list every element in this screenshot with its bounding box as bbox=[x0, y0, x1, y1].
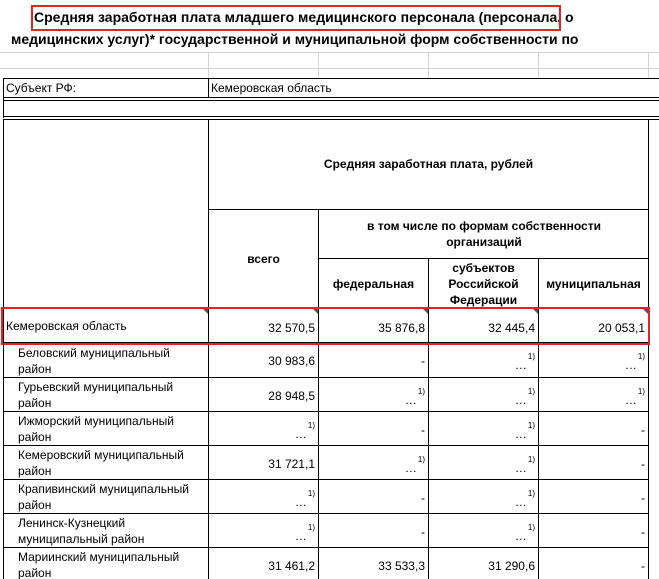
table-cell-subjects[interactable]: …$^{1)}$ bbox=[514, 421, 535, 441]
table-row-name: Кемеровская область bbox=[6, 319, 127, 333]
header-total: всего bbox=[247, 252, 280, 266]
header-ownership: в том числе по формам собственности организаций bbox=[367, 219, 601, 249]
table-cell-municipal[interactable]: …$^{1)}$ bbox=[624, 352, 645, 372]
table-cell-subjects[interactable]: …$^{1)}$ bbox=[514, 523, 535, 543]
table-cell-municipal[interactable]: - bbox=[641, 423, 645, 437]
table-cell-municipal[interactable]: - bbox=[641, 491, 645, 505]
table-cell-municipal[interactable]: 20 053,1 bbox=[598, 321, 645, 335]
report-title-line2: медицинских услуг)* государственной и муниципальной форм собственности по bbox=[11, 31, 579, 47]
header-federal: федеральная bbox=[332, 276, 415, 291]
table-cell-subjects[interactable]: 32 445,4 bbox=[488, 321, 535, 335]
table-row-name: Гурьевский муниципальный район bbox=[18, 380, 174, 410]
table-cell-total[interactable]: …$^{1)}$ bbox=[294, 421, 315, 441]
table-cell-subjects[interactable]: 31 290,6 bbox=[488, 559, 535, 573]
table-cell-federal[interactable]: …$^{1)}$ bbox=[404, 387, 425, 407]
header-main: Средняя заработная плата, рублей bbox=[323, 157, 534, 171]
table-cell-federal[interactable]: - bbox=[421, 491, 425, 505]
table-row-name: Кемеровский муниципальный район bbox=[18, 448, 184, 478]
header-municipal: муниципальная bbox=[546, 276, 641, 291]
table-cell-subjects[interactable]: …$^{1)}$ bbox=[514, 352, 535, 372]
table-cell-municipal[interactable]: …$^{1)}$ bbox=[624, 387, 645, 407]
table-cell-subjects[interactable]: …$^{1)}$ bbox=[514, 489, 535, 509]
report-title-highlight: Средняя заработная плата младшего медицинского персонала bbox=[34, 9, 475, 25]
table-cell-total[interactable]: 31 721,1 bbox=[268, 457, 315, 471]
table-cell-subjects[interactable]: …$^{1)}$ bbox=[514, 455, 535, 475]
table-cell-federal[interactable]: - bbox=[421, 525, 425, 539]
header-subjects: субъектов Российской Федерации bbox=[448, 260, 519, 307]
subject-label: Субъект РФ: bbox=[6, 81, 76, 95]
table-cell-municipal[interactable]: - bbox=[641, 457, 645, 471]
subject-value[interactable]: Кемеровская область bbox=[211, 81, 332, 95]
table-cell-total[interactable]: …$^{1)}$ bbox=[294, 523, 315, 543]
table-cell-total[interactable]: …$^{1)}$ bbox=[294, 489, 315, 509]
table-cell-total[interactable]: 30 983,6 bbox=[268, 354, 315, 368]
table-cell-federal[interactable]: …$^{1)}$ bbox=[404, 455, 425, 475]
table-row-name: Ижморский муниципальный район bbox=[18, 414, 174, 444]
table-cell-municipal[interactable]: - bbox=[641, 559, 645, 573]
table-cell-federal[interactable]: 33 533,3 bbox=[378, 559, 425, 573]
table-cell-federal[interactable]: 35 876,8 bbox=[378, 321, 425, 335]
table-cell-federal[interactable]: - bbox=[421, 354, 425, 368]
report-title-rest: (персонала, о bbox=[478, 9, 574, 25]
table-cell-subjects[interactable]: …$^{1)}$ bbox=[514, 387, 535, 407]
table-row-name: Беловский муниципальный район bbox=[18, 346, 170, 376]
title-highlight-box bbox=[31, 5, 561, 31]
table-row-name: Мариинский муниципальный район bbox=[18, 550, 180, 579]
table-cell-total[interactable]: 28 948,5 bbox=[268, 389, 315, 403]
table-cell-total[interactable]: 31 461,2 bbox=[268, 559, 315, 573]
table-row-name: Крапивинский муниципальный район bbox=[18, 482, 189, 512]
row-highlight-box bbox=[1, 307, 650, 345]
table-row-name: Ленинск-Кузнецкий муниципальный район bbox=[18, 516, 145, 546]
table-cell-total[interactable]: 32 570,5 bbox=[268, 321, 315, 335]
table-cell-municipal[interactable]: - bbox=[641, 525, 645, 539]
table-cell-federal[interactable]: - bbox=[421, 423, 425, 437]
